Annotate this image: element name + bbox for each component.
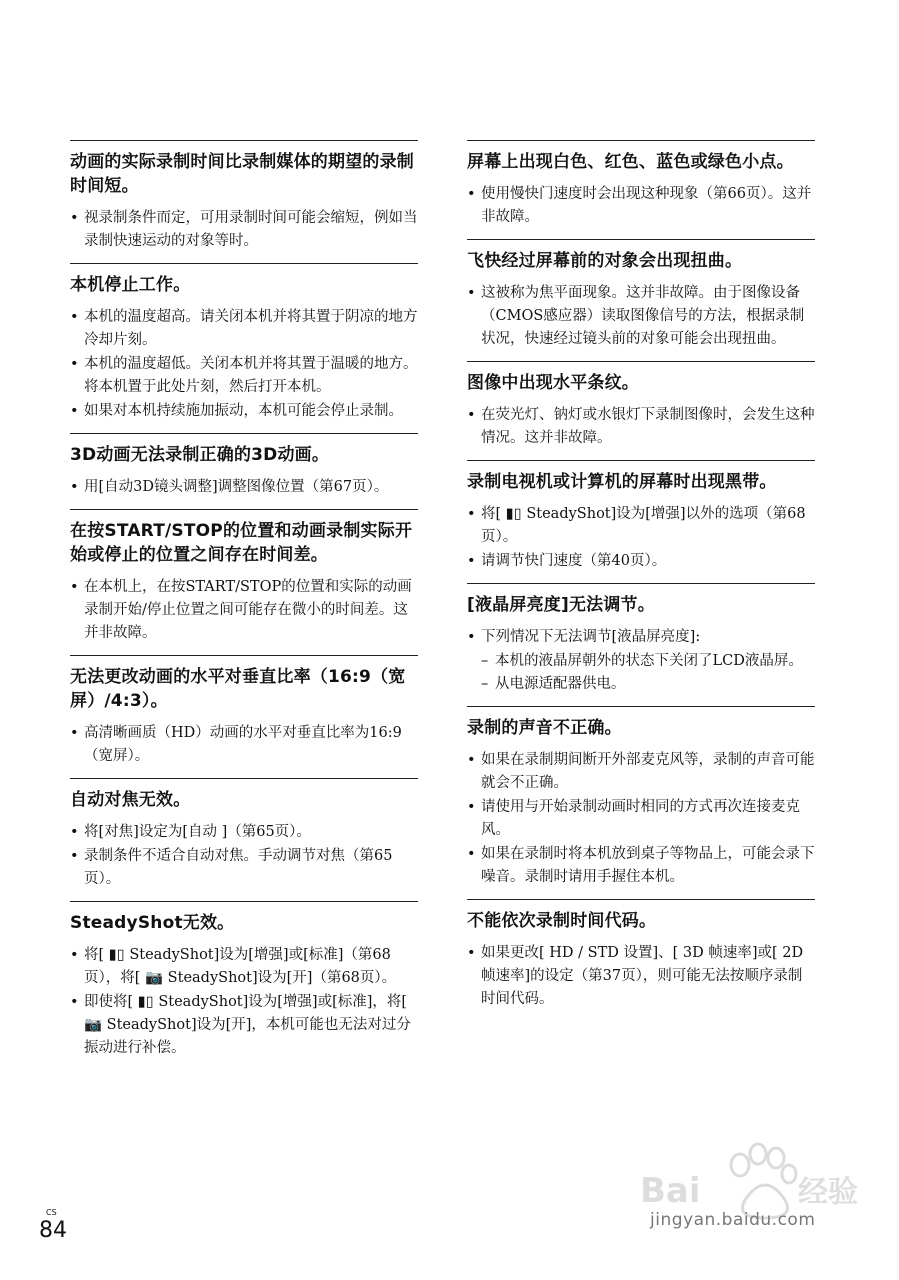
bullet-item: • 用[自动3D镜头调整]调整图像位置（第67页）。 <box>70 476 418 499</box>
item-list <box>467 503 815 573</box>
item-list <box>70 207 418 253</box>
section-heading: 录制电视机或计算机的屏幕时出现黑带。 <box>467 472 777 492</box>
bullet-item: • 在本机上，在按START/STOP的位置和实际的动画录制开始/停止位置之间可能存在微小的时间差。这并非故障。 <box>70 576 418 645</box>
bullet-item: • 即使将[ ▮▯ SteadyShot]设为[增强]或[标准]，将[ 📷 SteadyShot]设为[开]，本机可能也无法对过分振动进行补偿。 <box>70 991 418 1060</box>
faq-section <box>70 655 418 768</box>
right-column <box>467 140 815 1021</box>
item-list <box>70 476 418 499</box>
item-list <box>467 183 815 229</box>
bullet-item: • 如果对本机持续施加振动，本机可能会停止录制。 <box>70 400 418 423</box>
bullet-item: • 录制条件不适合自动对焦。手动调节对焦（第65页）。 <box>70 845 418 891</box>
item-list <box>70 944 418 1060</box>
faq-section <box>467 239 815 351</box>
section-heading: 不能依次录制时间代码。 <box>467 911 657 931</box>
footer-language-code: CS <box>46 1208 57 1217</box>
svg-text:Bai: Bai <box>640 1171 701 1211</box>
faq-section <box>467 460 815 573</box>
bullet-item: • 本机的温度超高。请关闭本机并将其置于阴凉的地方冷却片刻。 <box>70 306 418 352</box>
bullet-item: • 请使用与开始录制动画时相同的方式再次连接麦克风。 <box>467 796 815 842</box>
bullet-item: • 视录制条件而定，可用录制时间可能会缩短，例如当录制快速运动的对象等时。 <box>70 207 418 253</box>
faq-section <box>70 433 418 499</box>
sub-item: – 从电源适配器供电。 <box>467 673 815 696</box>
bullet-item: • 将[对焦]设定为[自动 ]（第65页）。 <box>70 821 418 844</box>
bullet-item: • 下列情况下无法调节[液晶屏亮度]: <box>467 626 815 649</box>
item-list <box>70 306 418 423</box>
section-heading: 在按START/STOP的位置和动画录制实际开始或停止的位置之间存在时间差。 <box>70 521 413 565</box>
item-list <box>467 942 815 1011</box>
bullet-item: • 如果在录制期间断开外部麦克风等，录制的声音可能就会不正确。 <box>467 749 815 795</box>
faq-section <box>467 140 815 229</box>
section-heading: 自动对焦无效。 <box>70 790 191 810</box>
item-list <box>467 282 815 351</box>
item-list <box>70 821 418 891</box>
bullet-item: • 使用慢快门速度时会出现这种现象（第66页）。这并非故障。 <box>467 183 815 229</box>
faq-section <box>70 509 418 645</box>
svg-text:经验: 经验 <box>798 1175 858 1210</box>
section-heading: 无法更改动画的水平对垂直比率（16:9（宽屏）/4:3）。 <box>70 667 406 711</box>
faq-section <box>467 583 815 696</box>
item-list <box>467 404 815 450</box>
bullet-item: • 在荧光灯、钠灯或水银灯下录制图像时，会发生这种情况。这并非故障。 <box>467 404 815 450</box>
section-heading: 动画的实际录制时间比录制媒体的期望的录制时间短。 <box>70 152 414 196</box>
section-heading: 飞快经过屏幕前的对象会出现扭曲。 <box>467 251 743 271</box>
item-list <box>467 749 815 889</box>
section-heading: 本机停止工作。 <box>70 275 191 295</box>
bullet-item: • 高清晰画质（HD）动画的水平对垂直比率为16:9（宽屏）。 <box>70 722 418 768</box>
faq-section <box>467 361 815 450</box>
bullet-item: • 如果更改[ HD / STD 设置]、[ 3D 帧速率]或[ 2D 帧速率]的设定（第37页），则可能无法按顺序录制时间代码。 <box>467 942 815 1011</box>
section-heading: 图像中出现水平条纹。 <box>467 373 639 393</box>
section-heading: 屏幕上出现白色、红色、蓝色或绿色小点。 <box>467 152 794 172</box>
faq-section <box>70 263 418 423</box>
item-list <box>70 722 418 768</box>
bullet-item: • 将[ ▮▯ SteadyShot]设为[增强]或[标准]（第68页），将[ 📷 SteadyShot]设为[开]（第68页）。 <box>70 944 418 990</box>
bullet-item: • 请调节快门速度（第40页）。 <box>467 550 815 573</box>
bullet-item: • 将[ ▮▯ SteadyShot]设为[增强]以外的选项（第68页）。 <box>467 503 815 549</box>
faq-section <box>467 899 815 1011</box>
left-column <box>70 140 418 1070</box>
section-heading: 录制的声音不正确。 <box>467 718 622 738</box>
baidu-watermark-logo <box>640 1140 880 1250</box>
faq-section <box>70 778 418 891</box>
watermark-url: jingyan.baidu.com <box>650 1210 816 1230</box>
bullet-item: • 本机的温度超低。关闭本机并将其置于温暖的地方。将本机置于此处片刻，然后打开本机。 <box>70 353 418 399</box>
faq-section <box>467 706 815 889</box>
section-heading: 3D动画无法录制正确的3D动画。 <box>70 445 330 465</box>
section-heading: SteadyShot无效。 <box>70 913 235 933</box>
bullet-item: • 这被称为焦平面现象。这并非故障。由于图像设备（CMOS感应器）读取图像信号的方法，根据录制状况，快速经过镜头前的对象可能会出现扭曲。 <box>467 282 815 351</box>
bullet-item: • 如果在录制时将本机放到桌子等物品上，可能会录下噪音。录制时请用手握住本机。 <box>467 843 815 889</box>
page-number: 84 <box>39 1218 67 1243</box>
section-heading: [液晶屏亮度]无法调节。 <box>467 595 655 615</box>
item-list <box>70 576 418 645</box>
faq-section <box>70 140 418 253</box>
sub-item: – 本机的液晶屏朝外的状态下关闭了LCD液晶屏。 <box>467 650 815 673</box>
faq-section <box>70 901 418 1060</box>
item-list <box>467 626 815 696</box>
